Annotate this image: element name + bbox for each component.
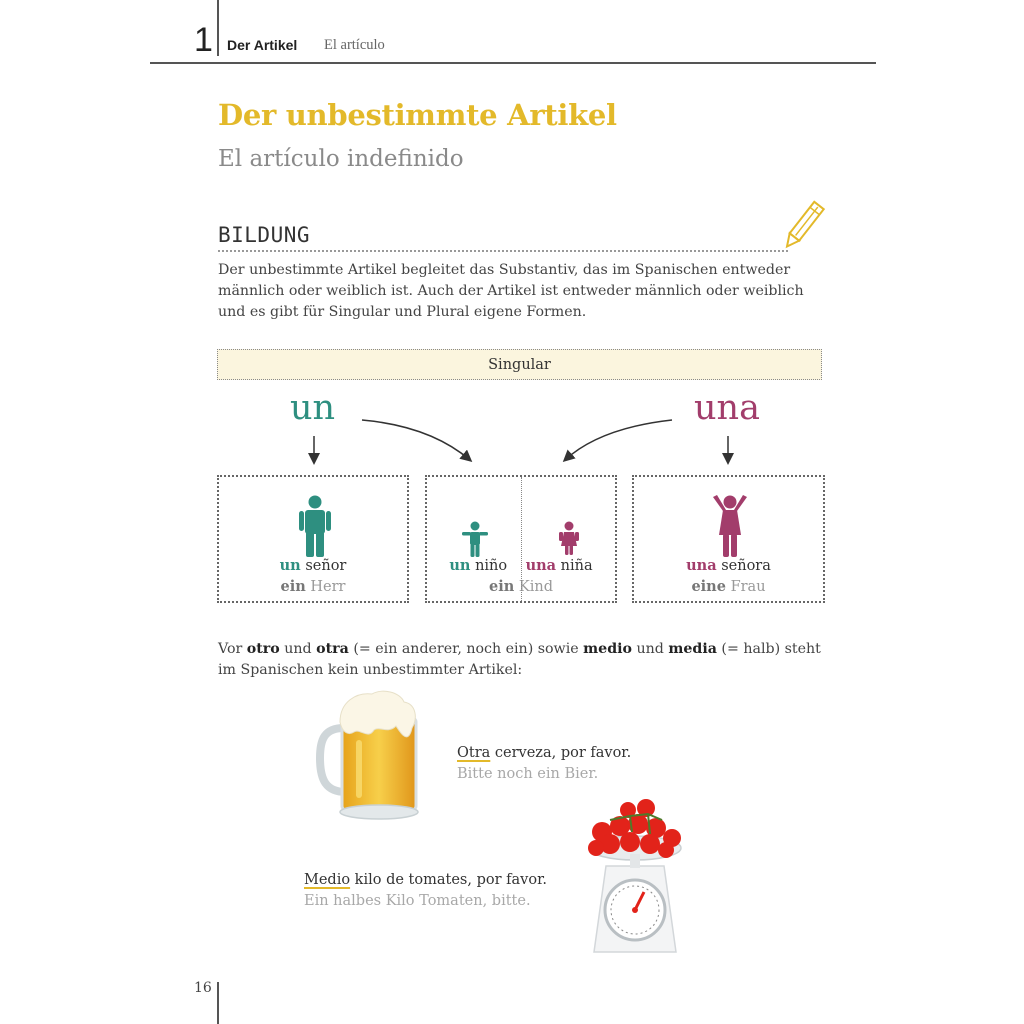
example-noun-de: Frau <box>730 579 766 595</box>
sentence-1-es <box>457 745 631 761</box>
sentence-2-es <box>304 872 547 888</box>
sentence-1-de: Bitte noch ein Bier. <box>457 766 599 782</box>
feminine-article: una <box>694 388 760 428</box>
beer-mug-image <box>316 688 420 822</box>
example-article-de: eine <box>691 578 726 595</box>
example-noun-de: Kind <box>518 579 553 595</box>
footer-divider <box>217 982 219 1024</box>
example-article: un <box>279 557 301 574</box>
example-article: un <box>449 557 471 574</box>
pencil-icon <box>780 198 826 254</box>
intro-paragraph: Der unbestimmte Artikel begleitet das Substantiv, das im Spanischen entweder männlich oder weiblich ist. Auch der Artikel ist entweder männlich oder weiblich und es gibt für Singular und Plural eigene Formen. <box>218 262 804 320</box>
note-paragraph <box>218 639 838 681</box>
arrow-un-to-nino <box>362 420 470 460</box>
page-subtitle: El artículo indefinido <box>218 146 464 172</box>
example-de-herr <box>219 578 407 595</box>
page-number: 16 <box>194 980 212 996</box>
page-title: Der unbestimmte Artikel <box>218 98 617 132</box>
sentence-rest: kilo de tomates, por favor. <box>350 872 548 888</box>
example-noun: señor <box>305 558 347 574</box>
sentence-rest: cerveza, por favor. <box>490 745 632 761</box>
section-heading: BILDUNG <box>218 223 311 247</box>
example-article: una <box>686 557 717 574</box>
highlight-word: Otra <box>457 745 491 761</box>
arrow-una-to-nina <box>565 420 672 460</box>
woman-icon <box>711 495 749 557</box>
girl-icon <box>559 521 579 555</box>
example-box-senor <box>217 475 409 603</box>
highlight-word: Medio <box>304 872 351 888</box>
example-es-senora <box>634 557 823 574</box>
header-rule <box>150 62 876 64</box>
boy-icon <box>461 521 489 557</box>
note-text-part: und <box>279 641 317 657</box>
note-text-part: (= halb) steht im Spanischen kein unbestimmter Artikel: <box>218 641 821 678</box>
masculine-article: un <box>290 388 336 428</box>
man-icon <box>298 495 332 557</box>
note-keyword: media <box>668 641 717 657</box>
chapter-title-de: Der Artikel <box>227 37 298 53</box>
example-box-senora <box>632 475 825 603</box>
chapter-title-es: El artículo <box>324 37 385 53</box>
example-es-senor <box>219 557 407 574</box>
table-header-singular: Singular <box>217 349 822 380</box>
note-text-part: Vor <box>218 641 247 657</box>
example-noun-2: niña <box>560 558 593 574</box>
note-keyword: otra <box>316 641 349 657</box>
example-de-frau <box>634 578 823 595</box>
example-noun-de: Herr <box>310 579 346 595</box>
note-keyword: otro <box>246 641 280 657</box>
note-text-part: und <box>631 641 669 657</box>
box-divider <box>521 477 522 601</box>
chapter-number: 1 <box>194 21 213 59</box>
example-noun: señora <box>721 558 771 574</box>
example-noun: niño <box>475 558 508 574</box>
sentence-2-de: Ein halbes Kilo Tomaten, bitte. <box>304 893 531 909</box>
header-divider <box>217 0 219 56</box>
example-article-de: ein <box>489 578 515 595</box>
section-dotted-rule <box>218 250 788 252</box>
note-keyword: medio <box>583 641 632 657</box>
example-article-de: ein <box>280 578 306 595</box>
note-text-part: (= ein anderer, noch ein) sowie <box>348 641 584 657</box>
scale-tomatoes-image <box>580 796 690 956</box>
example-article-2: una <box>525 557 557 574</box>
